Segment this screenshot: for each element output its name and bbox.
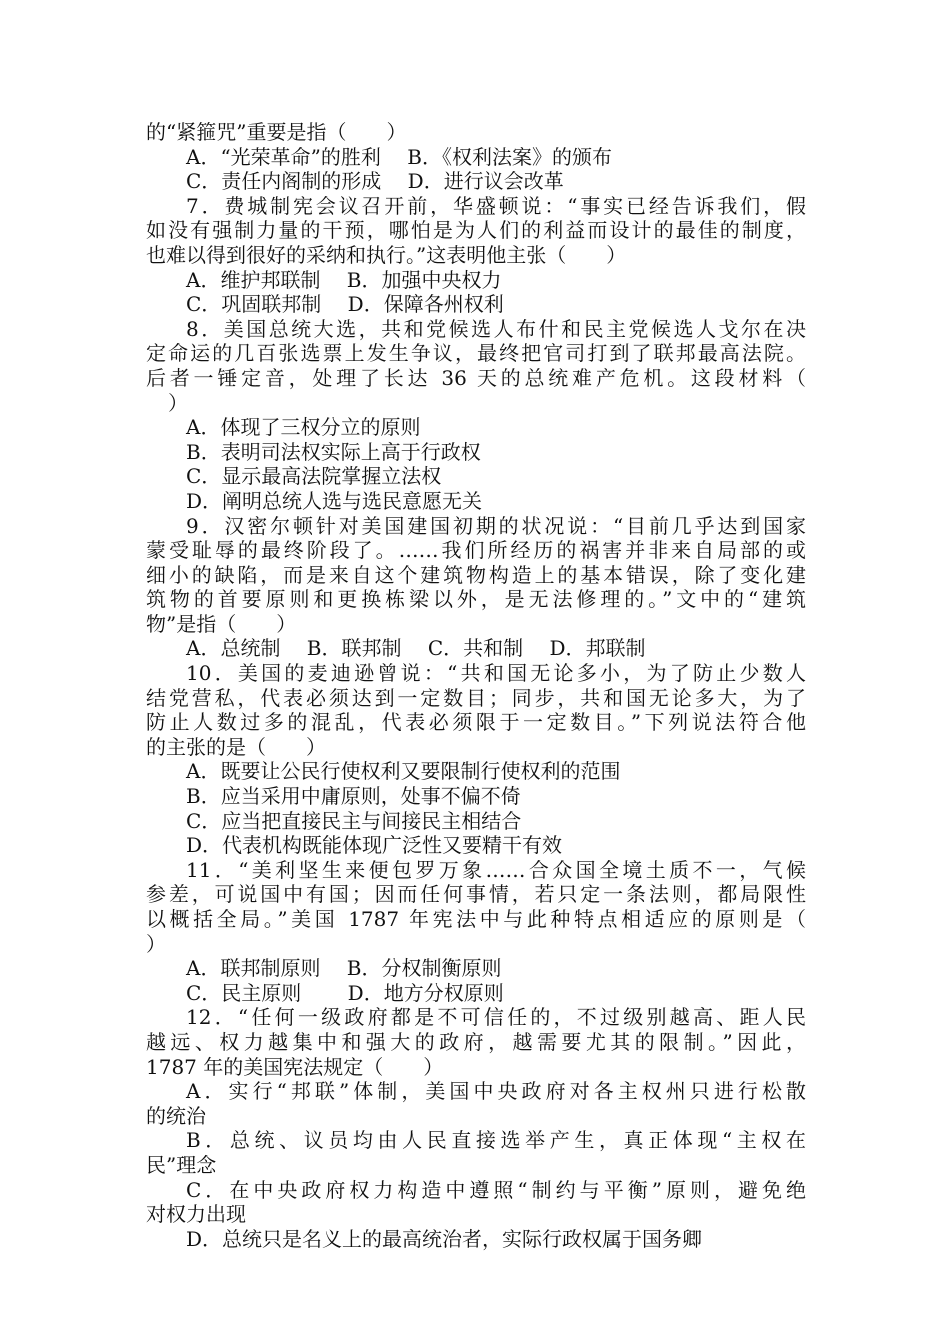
text-line: 对权力出现 xyxy=(146,1202,246,1227)
option-line: A．联邦制原则 B．分权制衡原则 xyxy=(186,956,502,981)
question-line: 8．美国总统大选，共和党候选人布什和民主党候选人戈尔在决 xyxy=(186,316,806,341)
option-line: D．代表机构既能体现广泛性又要精干有效 xyxy=(186,833,563,858)
text-line: 越远、权力越集中和强大的政府，越需要尤其的限制。”因此， xyxy=(146,1029,806,1054)
text-line: 如没有强制力量的干预，哪怕是为人们的利益而设计的最佳的制度， xyxy=(146,218,806,243)
option-line: D．总统只是名义上的最高统治者，实际行政权属于国务卿 xyxy=(186,1226,703,1251)
option-line: C．在中央政府权力构造中遵照“制约与平衡”原则，避免绝 xyxy=(186,1177,806,1202)
text-line: 的主张的是（ ） xyxy=(146,734,326,759)
option-line: A．“光荣革命”的胜利 B．《权利法案》的颁布 xyxy=(186,144,612,169)
option-line: A．体现了三权分立的原则 xyxy=(186,415,421,440)
text-line: 后者一锤定音，处理了长达 36 天的总统难产危机。这段材料（ xyxy=(146,365,806,390)
text-line: 结党营私，代表必须达到一定数目；同步，共和国无论多大，为了 xyxy=(146,685,806,710)
text-line: 物”是指（ ） xyxy=(146,611,297,636)
option-line: A．既要让公民行使权利又要限制行使权利的范围 xyxy=(186,759,621,784)
text-line: ） xyxy=(146,931,166,956)
text-line: ） xyxy=(168,390,188,415)
text-line: 筑物的首要原则和更换栋梁以外，是无法修理的。”文中的“建筑 xyxy=(146,587,806,612)
option-line: A．总统制 B．联邦制 C．共和制 D．邦联制 xyxy=(186,636,646,661)
option-line: C．责任内阁制的形成 D．进行议会改革 xyxy=(186,169,564,194)
question-line: 10．美国的麦迪逊曾说：“共和国无论多小，为了防止少数人 xyxy=(186,661,806,686)
text-line: 的“紧箍咒”重要是指（ ） xyxy=(146,120,407,144)
question-line: 12．“任何一级政府都是不可信任的，不过级别越高、距人民 xyxy=(186,1005,806,1030)
option-line: B．应当采用中庸原则，处事不偏不倚 xyxy=(186,784,521,809)
option-line: C．应当把直接民主与间接民主相结合 xyxy=(186,808,522,833)
question-line: 7．费城制宪会议召开前，华盛顿说：“事实已经告诉我们，假 xyxy=(186,193,806,218)
text-line: 定命运的几百张选票上发生争议，最终把官司打到了联邦最高法院。 xyxy=(146,341,806,366)
option-line: B．总统、议员均由人民直接选举产生，真正体现“主权在 xyxy=(186,1128,806,1153)
question-line: 11．“美利坚生来便包罗万象……合众国全境土质不一，气候 xyxy=(186,857,806,882)
document-body xyxy=(146,120,806,1251)
option-line: B．表明司法权实际上高于行政权 xyxy=(186,439,481,464)
option-line: D．阐明总统人选与选民意愿无关 xyxy=(186,488,483,513)
text-line: 细小的缺陷，而是来自这个建筑物构造上的基本错误，除了变化建 xyxy=(146,562,806,587)
text-line: 的统治 xyxy=(146,1103,206,1128)
text-line: 防止人数过多的混乱，代表必须限于一定数目。”下列说法符合他 xyxy=(146,710,806,735)
text-line: 以概括全局。”美国 1787 年宪法中与此种特点相适应的原则是（ xyxy=(146,907,806,931)
option-line: C．巩固联邦制 D．保障各州权利 xyxy=(186,292,504,317)
text-line: 民”理念 xyxy=(146,1152,217,1177)
text-line: 参差，可说国中有国；因而任何事情，若只定一条法则，都局限性 xyxy=(146,882,806,907)
text-line: 也难以得到很好的采纳和执行。”这表明他主张（ ） xyxy=(146,242,627,267)
text-line: 1787 年的美国宪法规定（ ） xyxy=(146,1054,444,1079)
question-line: 9．汉密尔顿针对美国建国初期的状况说：“目前几乎达到国家 xyxy=(186,513,806,538)
option-line: C．民主原则 D．地方分权原则 xyxy=(186,980,504,1005)
option-line: A．实行“邦联”体制，美国中央政府对各主权州只进行松散 xyxy=(186,1079,806,1104)
option-line: A．维护邦联制 B．加强中央权力 xyxy=(186,267,502,292)
text-line: 蒙受耻辱的最终阶段了。……我们所经历的祸害并非来自局部的或 xyxy=(146,538,806,563)
option-line: C．显示最高法院掌握立法权 xyxy=(186,464,442,489)
